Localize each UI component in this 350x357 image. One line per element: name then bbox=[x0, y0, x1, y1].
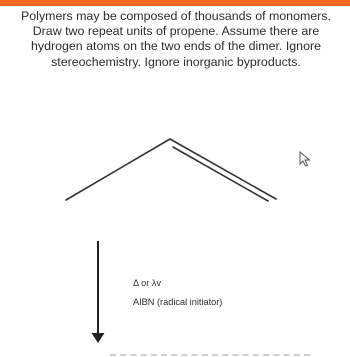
initiator-condition: AIBN (radical initiator) bbox=[133, 297, 223, 307]
pointer-cursor-icon bbox=[299, 151, 311, 167]
propene-structure bbox=[66, 139, 276, 201]
heat-or-light-condition: Δ or λv bbox=[133, 278, 162, 288]
double-bond-outer bbox=[170, 139, 276, 199]
single-bond bbox=[66, 139, 170, 200]
double-bond-inner bbox=[173, 147, 268, 201]
question-text: Polymers may be composed of thousands of monomers. Draw two repeat units of propene. Assume there are hydrogen atoms on the two ends of the dimer. Ignore stereochemistry. Ignore inorganic byproducts. bbox=[21, 9, 331, 69]
down-arrow-icon bbox=[92, 241, 105, 343]
answer-drawing-area[interactable] bbox=[110, 354, 310, 356]
